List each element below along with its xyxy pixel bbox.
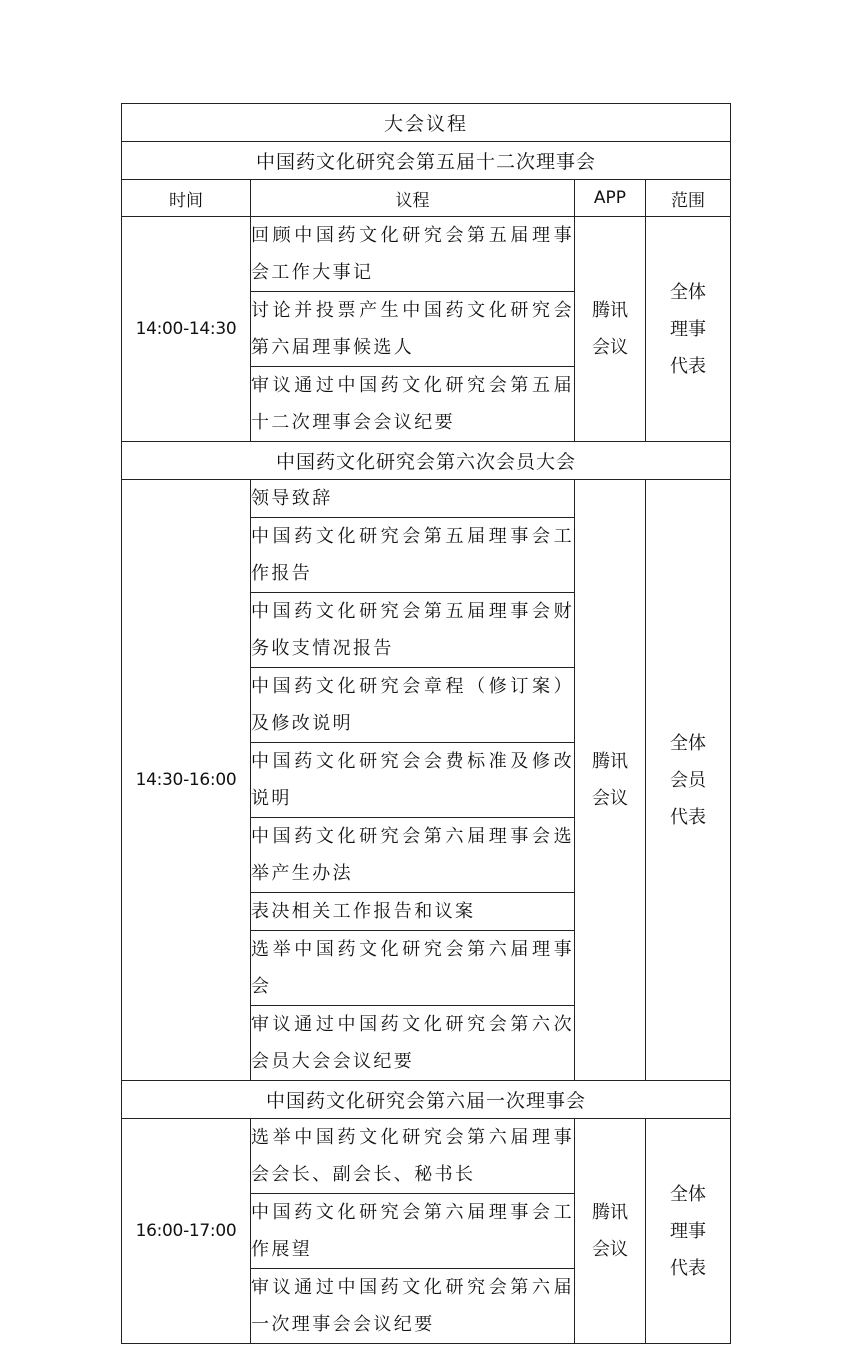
column-header-scope: 范围 [646, 180, 731, 217]
agenda-row [122, 480, 731, 518]
agenda-item: 回顾中国药文化研究会第五届理事会工作大事记 [251, 217, 575, 292]
time-range: 14:00-14:30 [122, 217, 251, 442]
agenda-item: 中国药文化研究会第六届理事会工作展望 [251, 1194, 575, 1269]
agenda-item: 中国药文化研究会会费标准及修改说明 [251, 743, 575, 818]
app-cell [575, 1119, 646, 1344]
time-range: 16:00-17:00 [122, 1119, 251, 1344]
scope-line: 理事 [670, 318, 706, 340]
column-header-agenda: 议程 [251, 180, 575, 217]
scope-line: 理事 [670, 1220, 706, 1242]
scope-line: 代表 [670, 1257, 706, 1279]
app-name-line: 腾讯 [592, 300, 628, 321]
column-header-row [122, 180, 731, 217]
scope-line: 会员 [670, 769, 706, 791]
section-heading: 中国药文化研究会第六届一次理事会 [122, 1081, 731, 1119]
app-name-line: 腾讯 [592, 751, 628, 772]
agenda-item: 讨论并投票产生中国药文化研究会第六届理事候选人 [251, 292, 575, 367]
column-header-time: 时间 [122, 180, 251, 217]
agenda-item: 领导致辞 [251, 480, 575, 518]
agenda-item: 中国药文化研究会章程（修订案）及修改说明 [251, 668, 575, 743]
scope-line: 代表 [670, 806, 706, 828]
scope-line: 代表 [670, 355, 706, 377]
section-heading: 中国药文化研究会第六次会员大会 [122, 442, 731, 480]
agenda-item: 审议通过中国药文化研究会第六次会员大会会议纪要 [251, 1006, 575, 1081]
section-heading-row [122, 142, 731, 180]
scope-cell [646, 1119, 731, 1344]
app-name-line: 会议 [592, 788, 628, 809]
agenda-title: 大会议程 [122, 104, 731, 142]
scope-line: 全体 [670, 732, 706, 754]
agenda-item: 选举中国药文化研究会第六届理事会 [251, 931, 575, 1006]
scope-line: 全体 [670, 1183, 706, 1205]
app-name-line: 腾讯 [592, 1202, 628, 1223]
agenda-item: 审议通过中国药文化研究会第五届十二次理事会会议纪要 [251, 367, 575, 442]
app-cell [575, 480, 646, 1081]
agenda-row [122, 217, 731, 292]
scope-cell [646, 480, 731, 1081]
app-name-line: 会议 [592, 1239, 628, 1260]
time-range: 14:30-16:00 [122, 480, 251, 1081]
agenda-row [122, 1119, 731, 1194]
app-name-line: 会议 [592, 337, 628, 358]
agenda-item: 中国药文化研究会第五届理事会财务收支情况报告 [251, 593, 575, 668]
section-heading-row [122, 1081, 731, 1119]
app-cell [575, 217, 646, 442]
agenda-item: 表决相关工作报告和议案 [251, 893, 575, 931]
column-header-app: APP [575, 180, 646, 217]
agenda-item: 选举中国药文化研究会第六届理事会会长、副会长、秘书长 [251, 1119, 575, 1194]
title-row [122, 104, 731, 142]
agenda-table [121, 103, 731, 1344]
section-heading: 中国药文化研究会第五届十二次理事会 [122, 142, 731, 180]
agenda-item: 中国药文化研究会第六届理事会选举产生办法 [251, 818, 575, 893]
scope-line: 全体 [670, 281, 706, 303]
scope-cell [646, 217, 731, 442]
section-heading-row [122, 442, 731, 480]
agenda-item: 中国药文化研究会第五届理事会工作报告 [251, 518, 575, 593]
agenda-item: 审议通过中国药文化研究会第六届一次理事会会议纪要 [251, 1269, 575, 1344]
